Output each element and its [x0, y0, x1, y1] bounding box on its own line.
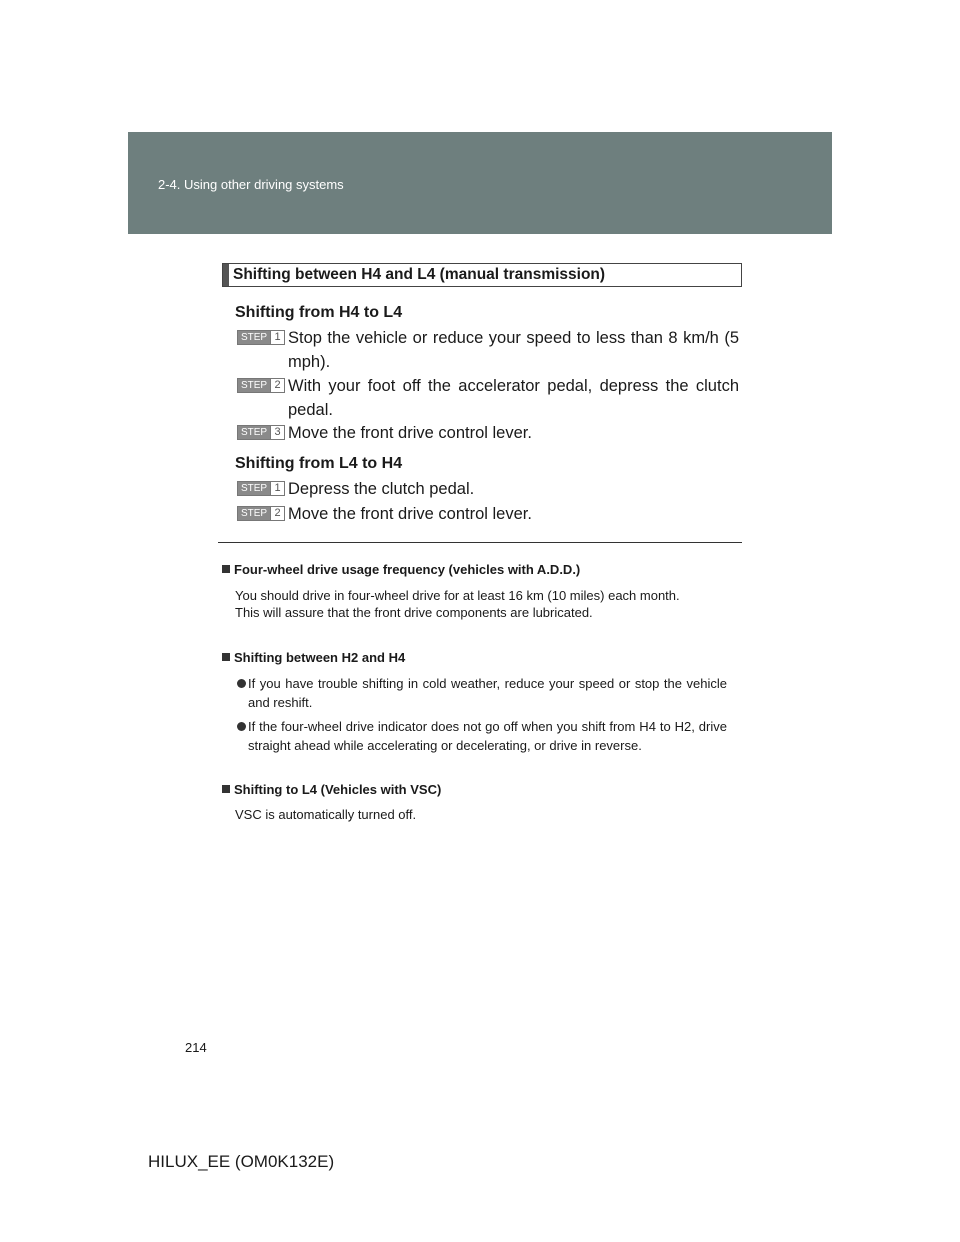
step-item: [237, 502, 739, 526]
page-number: 214: [185, 1040, 207, 1055]
bullet-item: If you have trouble shifting in cold weather, reduce your speed or stop the vehicle and reshift.: [237, 674, 727, 712]
round-bullet-icon: [237, 722, 246, 731]
step-text: Depress the clutch pedal.: [288, 480, 475, 498]
note-heading-l4-vsc: Shifting to L4 (Vehicles with VSC): [222, 782, 441, 797]
step-item: [237, 326, 739, 374]
header-band: [128, 132, 832, 234]
step-text: Move the front drive control lever.: [288, 505, 532, 523]
section-box-bar: [223, 264, 229, 286]
section-box: [222, 263, 742, 287]
note-heading-usage: Four-wheel drive usage frequency (vehicles with A.D.D.): [222, 562, 580, 577]
step-item: [237, 374, 739, 422]
subheading-h4-to-l4: Shifting from H4 to L4: [235, 304, 403, 321]
square-bullet-icon: [222, 653, 230, 661]
step-badge: STEP 1: [237, 330, 285, 345]
step-item: [237, 477, 739, 501]
square-bullet-icon: [222, 785, 230, 793]
step-badge: STEP 2: [237, 506, 285, 521]
footer-model-code: HILUX_EE (OM0K132E): [148, 1152, 335, 1171]
step-text: With your foot off the accelerator pedal, depress the clutch pedal.: [288, 377, 739, 419]
section-title: 2-4. Using other driving systems: [158, 177, 344, 192]
step-item: [237, 421, 739, 445]
subheading-l4-to-h4: Shifting from L4 to H4: [235, 455, 403, 472]
bullet-item: If the four-wheel drive indicator does not go off when you shift from H4 to H2, drive straight ahead while accelerating or decelerating, or drive in reverse.: [237, 717, 727, 755]
section-box-title: Shifting between H4 and L4 (manual transmission): [233, 266, 606, 283]
note-paragraph: You should drive in four-wheel drive for at least 16 km (10 miles) each month. This will assure that the front drive components are lubricated.: [235, 588, 680, 620]
round-bullet-icon: [237, 679, 246, 688]
note-paragraph: VSC is automatically turned off.: [235, 807, 417, 822]
note-heading-h2-h4: Shifting between H2 and H4: [222, 650, 405, 665]
step-text: Stop the vehicle or reduce your speed to less than 8 km/h (5 mph).: [288, 329, 739, 371]
step-badge: STEP 3: [237, 425, 285, 440]
step-badge: STEP 1: [237, 481, 285, 496]
square-bullet-icon: [222, 565, 230, 573]
divider: [218, 542, 742, 543]
step-text: Move the front drive control lever.: [288, 424, 532, 442]
step-badge: STEP 2: [237, 378, 285, 393]
